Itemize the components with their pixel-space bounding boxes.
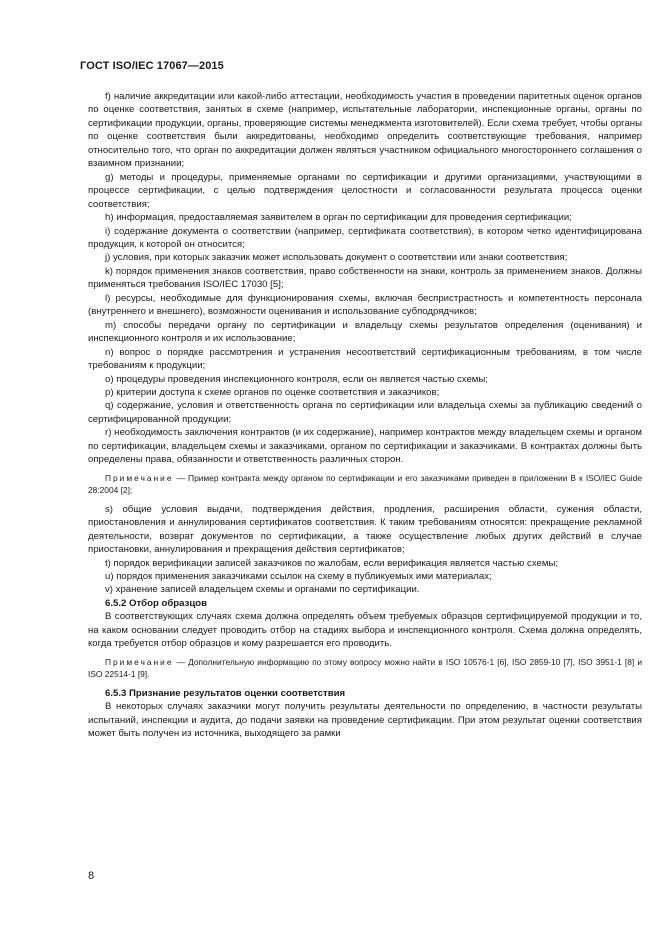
note-2 — [88, 656, 642, 680]
list-item-m: m) способы передачи органу по сертификации и владельцу схемы результатов определения (оценивания) и инспекционного контроля и их использование; — [88, 319, 642, 345]
list-item-s: s) общие условия выдачи, подтверждения действия, продления, расширения области, сужения области, приостановления и аннулирования сертификатов соответствия. К таким требованиям относятся: прекращение рекламной деятельности, возврат документов по сертификации, а также осуществление любых других действий в случае приостановки, аннулирования и прекращения действия сертификатов; — [88, 503, 642, 556]
list-item-r: r) необходимость заключения контрактов (и их содержание), например контрактов между владельцем схемы и органом по сертификации, владельцем схемы и заказчиками, органом по сертификации и заказчиками. В контрактах должны быть определены права, обязанности и ответственность различных сторон. — [88, 427, 642, 466]
document-body — [88, 90, 642, 740]
note-1-text: — Пример контракта между органом по сертификации и его заказчиками приведен в приложении В к ISO/IEC Guide 28:2004 [2]; — [88, 472, 642, 495]
note-2-label: Примечание — [105, 656, 174, 667]
note-2-text: — Дополнительную информацию по этому вопросу можно найти в ISO 10576-1 [6], ISO 2859-10 [7], ISO 3951-1 [8] и ISO 22514-1 [9]. — [88, 656, 642, 679]
document-header: ГОСТ ISO/IEC 17067—2015 — [80, 60, 224, 72]
list-item-t: t) порядок верификации записей заказчиков по жалобам, если верификация является частью схемы; — [105, 557, 559, 569]
list-item-k: k) порядок применения знаков соответствия, право собственности на знаки, контроль за применением знаков. Должны применяться требования ISO/IEC 17030 [5]; — [88, 265, 642, 291]
list-item-q: q) содержание, условия и ответственность органа по сертификации или владельца схемы за публикацию сведений о сертифицированной продукции; — [88, 400, 642, 425]
list-item-h: h) информация, предоставляемая заявителем в орган по сертификации для проведения сертификации; — [105, 212, 572, 224]
section-6-5-2-heading: 6.5.2 Отбор образцов — [105, 597, 207, 609]
section-6-5-3-heading: 6.5.3 Признание результатов оценки соответствия — [105, 687, 346, 699]
list-item-j: j) условия, при которых заказчик может использовать документ о соответствии или знаки соответствия; — [105, 252, 568, 264]
list-item-n: n) вопрос о порядке рассмотрения и устранения несоответствий сертификационным требованиям, в том числе требованиям к продукции; — [88, 346, 642, 372]
list-item-f: f) наличие аккредитации или какой-либо аттестации, необходимость участия в проведении паритетных оценок органов по оценке соответствия, занятых в схеме (например, испытательные лаборатории, инспекционные органы, органы по сертификации продукции, органы, проверяющие системы менеджмента изготовителей). Если схема требует, чтобы органы по оценке соответствия были аккредитованы, необходимо определить соответствующие требования, например относительно того, что орган по аккредитации должен являться участником официального многостороннего соглашения о взаимном признании; — [88, 91, 642, 170]
list-item-g: g) методы и процедуры, применяемые органами по сертификации и другими организациями, участвующими в процессе сертификации, с целью подтверждения целостности и согласованности результата процесса оценки соответствия; — [88, 171, 642, 210]
section-6-5-2-text: В соответствующих случаях схема должна определять объем требуемых образцов сертифицируемой продукции и то, на каком основании следует проводить отбор на стадиях выбора и инспекционного контроля. Схема должна определять, когда требуется отбор образцов и кому разрешается его проводить. — [88, 611, 642, 650]
list-item-l: l) ресурсы, необходимые для функционирования схемы, включая беспристрастность и компетентность персонала (внутреннего и внешнего), возможности оценивания и использование субподрядчиков; — [88, 292, 642, 318]
list-item-u: u) порядок применения заказчиками ссылок на схему в публикуемых ими материалах; — [105, 570, 492, 582]
list-item-v: v) хранение записей владельцем схемы и органами по сертификации. — [105, 584, 420, 596]
note-1 — [88, 472, 642, 496]
list-item-p: p) критерии доступа к схеме органов по оценке соответствия и заказчиков; — [105, 386, 440, 398]
list-item-o: o) процедуры проведения инспекционного контроля, если он является частью схемы; — [105, 373, 488, 385]
note-1-label: Примечание — [105, 472, 174, 483]
page-number: 8 — [88, 870, 95, 882]
list-item-i: i) содержание документа о соответствии (например, сертификата соответствия), в котором четко идентифицирована продукция, к которой он относится; — [88, 225, 642, 250]
section-6-5-3-text: В некоторых случаях заказчики могут получить результаты деятельности по определению, в частности результаты испытаний, инспекции и аудита, до подачи заявки на проведение сертификации. При этом результат оценки соответствия может быть получен из источника, выходящего за рамки — [88, 701, 642, 740]
